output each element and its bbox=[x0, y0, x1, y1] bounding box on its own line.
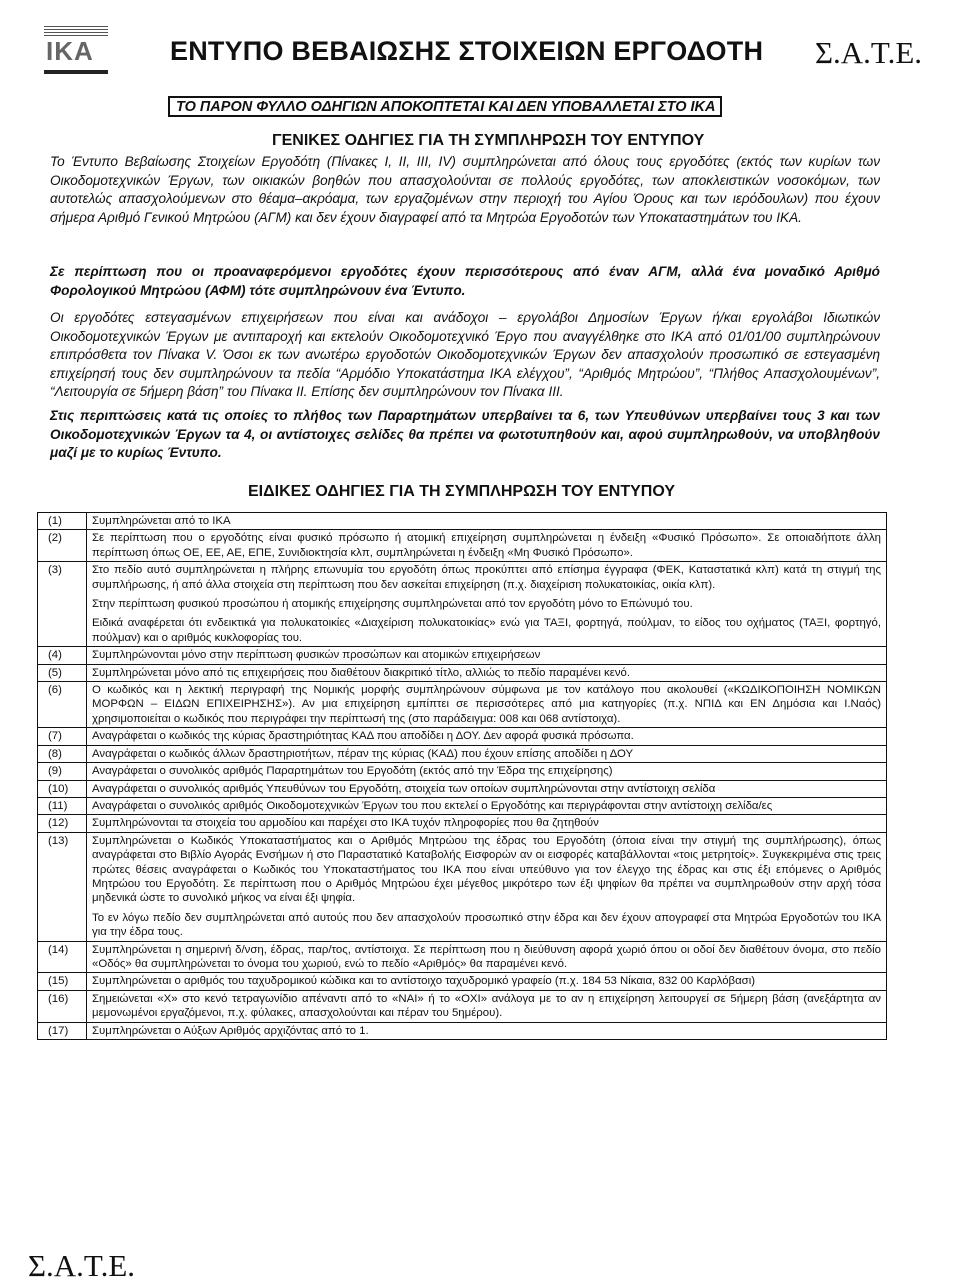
instruction-paragraph: Αναγράφεται ο συνολικός αριθμός Οικοδομοτεχνικών Έργων του που εκτελεί ο Εργοδότης και περιγράφονται στην αντίστοιχη σελίδα/ες bbox=[92, 799, 773, 812]
instruction-row bbox=[38, 832, 887, 941]
instruction-row bbox=[38, 728, 887, 745]
instruction-row bbox=[38, 780, 887, 797]
sate-header-label: Σ.Α.Τ.Ε. bbox=[815, 35, 923, 70]
general-paragraph-1: Το Έντυπο Βεβαίωσης Στοιχείων Εργοδότη (Πίνακες Ι, ΙΙ, ΙΙΙ, IV) συμπληρώνεται από όλους τους εργοδότες (εκτός των κυρίων των Οικοδομοτεχνικών Έργων, των οικιακών βοηθών που απασχολούνται σε πολλούς εργοδότες, των αποκλειστικών νοσοκόμων, των αυτοτελώς απασχολούμενων στο θέαμα–ακρόαμα, των εργαζομένων στην περιοχή του Αγίου Όρους και των ιερόδουλων) που έχουν σήμερα Αριθμό Γενικού Μητρώου (ΑΓΜ) και δεν έχουν διαγραφεί από τα Μητρώα Εργοδοτών των Υποκαταστημάτων του ΙΚΑ. bbox=[50, 154, 880, 225]
general-instructions-heading: ΓΕΝΙΚΕΣ ΟΔΗΓΙΕΣ ΓΙΑ ΤΗ ΣΥΜΠΛΗΡΩΣΗ ΤΟΥ ΕΝΤΥΠΟΥ bbox=[272, 132, 705, 149]
instruction-paragraph: Το εν λόγω πεδίο δεν συμπληρώνεται από αυτούς που δεν απασχολούν προσωπικό στην έδρα και δεν έχουν απογραφεί στα Μητρώα Εργοδοτών του ΙΚΑ για την έδρα τους. bbox=[92, 911, 881, 939]
general-paragraph-2: Σε περίπτωση που οι προαναφερόμενοι εργοδότες έχουν περισσότερους από έναν ΑΓΜ, αλλά ένα μοναδικό Αριθμό Φορολογικού Μητρώου (ΑΦΜ) τότε συμπληρώνουν ένα Έντυπο. bbox=[50, 264, 880, 298]
instruction-text bbox=[87, 647, 887, 664]
instruction-number: (7) bbox=[38, 728, 87, 745]
instruction-text bbox=[87, 990, 887, 1022]
instruction-text bbox=[87, 797, 887, 814]
special-instructions-table bbox=[37, 512, 887, 1040]
instruction-paragraph: Συμπληρώνεται ο Αύξων Αριθμός αρχιζόντας από το 1. bbox=[92, 1024, 369, 1037]
instruction-row bbox=[38, 763, 887, 780]
instruction-paragraph: Συμπληρώνεται ο αριθμός του ταχυδρομικού κώδικα και το αντίστοιχο ταχυδρομικό γραφείο (π.χ. 184 53 Νίκαια, 832 00 Καρλόβασι) bbox=[92, 975, 756, 988]
detach-notice-box: ΤΟ ΠΑΡΟΝ ΦΥΛΛΟ ΟΔΗΓΙΩΝ ΑΠΟΚΟΠΤΕΤΑΙ ΚΑΙ ΔΕΝ ΥΠΟΒΑΛΛΕΤΑΙ ΣΤΟ ΙΚΑ bbox=[168, 96, 722, 117]
instruction-paragraph: Στο πεδίο αυτό συμπληρώνεται η πλήρης επωνυμία του εργοδότη όπως προκύπτει από επίσημα έγγραφα (ΦΕΚ, Καταστατικά κλπ) κατά τη στιγμή της συμπλήρωσης, ή από άλλα στοιχεία στη περίπτωση που δεν ασκείται επιχείρηση (π.χ. διαχείριση πολυκατοικίας, οικία κλπ). bbox=[92, 564, 881, 591]
instruction-row bbox=[38, 745, 887, 762]
logo-text: IKA bbox=[46, 36, 94, 66]
instruction-number: (4) bbox=[38, 647, 87, 664]
instruction-row bbox=[38, 990, 887, 1022]
instruction-number: (1) bbox=[38, 513, 87, 530]
instruction-number: (10) bbox=[38, 780, 87, 797]
instruction-row bbox=[38, 1022, 887, 1039]
instruction-row bbox=[38, 941, 887, 973]
instruction-text bbox=[87, 562, 887, 647]
instruction-row bbox=[38, 682, 887, 728]
instruction-paragraph: Συμπληρώνονται τα στοιχεία του αρμοδίου και παρέχει στο ΙΚΑ τυχόν πληροφορίες που θα ζητηθούν bbox=[92, 817, 599, 830]
instruction-text bbox=[87, 763, 887, 780]
instruction-text bbox=[87, 682, 887, 728]
instruction-number: (9) bbox=[38, 763, 87, 780]
instruction-number: (13) bbox=[38, 832, 87, 941]
instruction-text bbox=[87, 664, 887, 681]
instruction-paragraph: Αναγράφεται ο κωδικός της κύριας δραστηριότητας ΚΑΔ που αποδίδει η ΔΟΥ. Δεν αφορά φυσικά πρόσωπα. bbox=[92, 730, 634, 743]
instruction-text bbox=[87, 832, 887, 941]
instruction-number: (11) bbox=[38, 797, 87, 814]
instruction-row bbox=[38, 513, 887, 530]
instruction-text bbox=[87, 780, 887, 797]
instruction-paragraph: Ο κωδικός και η λεκτική περιγραφή της Νομικής μορφής συμπληρώνουν σύμφωνα με τον κατάλογο που ακολουθεί («ΚΩΔΙΚΟΠΟΙΗΣΗ ΝΟΜΙΚΩΝ ΜΟΡΦΩΝ – ΕΙΔΩΝ ΕΠΙΧΕΙΡΗΣΗΣ»). Αν μια επιχείρηση εμπίπτει σε περισσότερες από μια κατηγορίες (π.χ. ΝΠΙΔ και ΕΝ Δημόσια και Ι.Ναός) χρησιμοποιείται ο κωδικός που περιγράφει την περίπτωσή της (στο παράδειγμα: 008 και 068 αντίστοιχα). bbox=[92, 684, 881, 725]
instruction-paragraph: Αναγράφεται ο κωδικός άλλων δραστηριοτήτων, πέραν της κύριας (ΚΑΔ) που έχουν επίσης αποδίδει η ΔΟΥ bbox=[92, 747, 634, 760]
instruction-paragraph: Συμπληρώνονται μόνο στην περίπτωση φυσικών προσώπων και ατομικών επιχειρήσεων bbox=[92, 649, 541, 662]
instruction-text bbox=[87, 513, 887, 530]
instruction-row bbox=[38, 973, 887, 990]
document-title: ΕΝΤΥΠΟ ΒΕΒΑΙΩΣΗΣ ΣΤΟΙΧΕΙΩΝ ΕΡΓΟΔΟΤΗ bbox=[170, 36, 764, 66]
instruction-paragraph: Σε περίπτωση που ο εργοδότης είναι φυσικό πρόσωπο ή ατομική επιχείρηση συμπληρώνεται η ένδειξη «Φυσικό Πρόσωπο». Σε οποιαδήποτε άλλη περίπτωση όπως ΟΕ, ΕΕ, ΑΕ, ΕΠΕ, Συνιδιοκτησία κλπ, συμπληρώνεται η ένδειξη «Μη Φυσικό Πρόσωπο». bbox=[92, 532, 881, 559]
instruction-number: (14) bbox=[38, 941, 87, 973]
ika-logo bbox=[38, 26, 118, 76]
general-paragraph-3: Οι εργοδότες εστεγασμένων επιχειρήσεων που είναι και ανάδοχοι – εργολάβοι Δημοσίων Έργων ή/και εργολάβοι Ιδιωτικών Οικοδομοτεχνικών Έργων με αντιπαροχή και εκτελούν Οικοδομοτεχνικό Έργο που αναγγέλθηκε στο ΙΚΑ από 01/01/00 συμπληρώνουν επιπρόσθετα τον Πίνακα V. Όσοι εκ των ανωτέρω εργοδοτών Οικοδομοτεχνικών Έργων δεν απασχολούν προσωπικό σε εστεγασμένη επιχείρησή τους δεν συμπληρώνουν τα πεδία “Αρμόδιο Υποκατάστημα ΙΚΑ ελέγχου”, “Αριθμός Μητρώου”, “Πλήθος Απασχολουμένων”, “Λειτουργία σε 5ήμερη βάση” του Πίνακα ΙΙ. Επίσης δεν συμπληρώνουν τον Πίνακα ΙΙΙ. bbox=[50, 310, 880, 400]
instruction-row bbox=[38, 797, 887, 814]
instruction-number: (8) bbox=[38, 745, 87, 762]
instruction-paragraph: Συμπληρώνεται από το ΙΚΑ bbox=[92, 515, 231, 527]
sate-footer-label: Σ.Α.Τ.Ε. bbox=[28, 1248, 136, 1283]
instruction-paragraph: Σημειώνεται «Χ» στο κενό τετραγωνίδιο απέναντι από το «ΝΑΙ» ή το «ΟΧΙ» ανάλογα με το αν η επιχείρηση λειτουργεί σε 5ήμερη βάση (ανεξάρτητα αν μεμονωμένοι εργαζόμενοι, π.χ. φύλακες, απασχολούνται και πέραν του 5ημέρου). bbox=[92, 992, 881, 1020]
instruction-text bbox=[87, 728, 887, 745]
instruction-row bbox=[38, 562, 887, 647]
instruction-row bbox=[38, 815, 887, 832]
instruction-paragraph: Συμπληρώνεται μόνο από τις επιχειρήσεις που διαθέτουν διακριτικό τίτλο, αλλιώς το πεδίο παραμένει κενό. bbox=[92, 666, 631, 679]
instruction-number: (16) bbox=[38, 990, 87, 1022]
general-paragraph-4: Στις περιπτώσεις κατά τις οποίες το πλήθος των Παραρτημάτων υπερβαίνει τα 6, των Υπευθύνων υπερβαίνει τους 3 και των Οικοδομοτεχνικών Έργων τα 4, οι αντίστοιχες σελίδες θα πρέπει να φωτοτυπηθούν και, αφού συμπληρωθούν, να υποβληθούν μαζί με το κυρίως Έντυπο. bbox=[50, 408, 880, 461]
instruction-row bbox=[38, 664, 887, 681]
logo-underline bbox=[44, 70, 108, 74]
instruction-number: (3) bbox=[38, 562, 87, 647]
instruction-row bbox=[38, 530, 887, 562]
instruction-paragraph: Αναγράφεται ο συνολικός αριθμός Παραρτημάτων του Εργοδότη (εκτός από την Έδρα της επιχείρησης) bbox=[92, 765, 613, 778]
instruction-number: (5) bbox=[38, 664, 87, 681]
instruction-number: (17) bbox=[38, 1022, 87, 1039]
instruction-text bbox=[87, 815, 887, 832]
instruction-paragraph: Αναγράφεται ο συνολικός αριθμός Υπευθύνων του Εργοδότη, στοιχεία των οποίων συμπληρώνονται στην αντίστοιχη σελίδα bbox=[92, 782, 716, 795]
instruction-number: (6) bbox=[38, 682, 87, 728]
instruction-text bbox=[87, 1022, 887, 1039]
instruction-number: (12) bbox=[38, 815, 87, 832]
special-instructions-heading: ΕΙΔΙΚΕΣ ΟΔΗΓΙΕΣ ΓΙΑ ΤΗ ΣΥΜΠΛΗΡΩΣΗ ΤΟΥ ΕΝΤΥΠΟΥ bbox=[248, 483, 676, 500]
instruction-row bbox=[38, 647, 887, 664]
instruction-paragraph: Συμπληρώνεται η σημερινή δ/νση, έδρας, παρ/τος, αντίστοιχα. Σε περίπτωση που η διεύθυνση αφορά χωριό όπου οι οδοί δεν διαθέτουν όνομα, στο πεδίο «Οδός» θα συμπληρώνεται το όνομα του χωριού, ενώ το πεδίο «Αριθμός» θα παραμένει κενό. bbox=[92, 943, 881, 970]
instruction-text bbox=[87, 973, 887, 990]
instruction-number: (15) bbox=[38, 973, 87, 990]
instruction-number: (2) bbox=[38, 530, 87, 562]
instruction-paragraph: Συμπληρώνεται ο Κωδικός Υποκαταστήματος και ο Αριθμός Μητρώου της έδρας του Εργοδότη (όποια είναι την στιγμή της συμπλήρωσης), όπως αναγράφεται στο Βιβλίο Αγοράς Ενσήμων ή στο Παραστατικό Καταβολής Εισφορών αν οι εισφορές καταβάλλονται «τοις μετρητοίς». Συγκεκριμένα στις τρεις πρώτες θέσεις αναγράφεται ο Κωδικός του Υποκαταστήματος του ΙΚΑ που είναι υπεύθυνο για τον έλεγχο της έδρας και στις έξι επόμενες ο Αριθμός Μητρώου του Εργοδότη. Σε περίπτωση που ο Αριθμός Μητρώου έχει μέγεθος μικρότερο των έξι ψηφίων θα πρέπει να συμπληρωθούν στην αρχή τόσα μηδενικά ώστε το συνολικό μήκος να είναι έξι ψηφία. bbox=[92, 834, 881, 905]
instruction-text bbox=[87, 530, 887, 562]
instruction-text bbox=[87, 745, 887, 762]
instruction-text bbox=[87, 941, 887, 973]
instruction-paragraph: Ειδικά αναφέρεται ότι ενδεικτικά για πολυκατοικίες «Διαχείριση πολυκατοικίας» ενώ για ΤΑΞΙ, φορτηγά, πούλμαν, το είδος του οχήματος (ΤΑΞΙ, φορτηγό, πούλμαν) και ο αριθμός κυκλοφορίας του. bbox=[92, 617, 881, 644]
instruction-paragraph: Στην περίπτωση φυσικού προσώπου ή ατομικής επιχείρησης συμπληρώνεται από τον εργοδότη μόνο το Επώνυμό του. bbox=[92, 598, 693, 611]
